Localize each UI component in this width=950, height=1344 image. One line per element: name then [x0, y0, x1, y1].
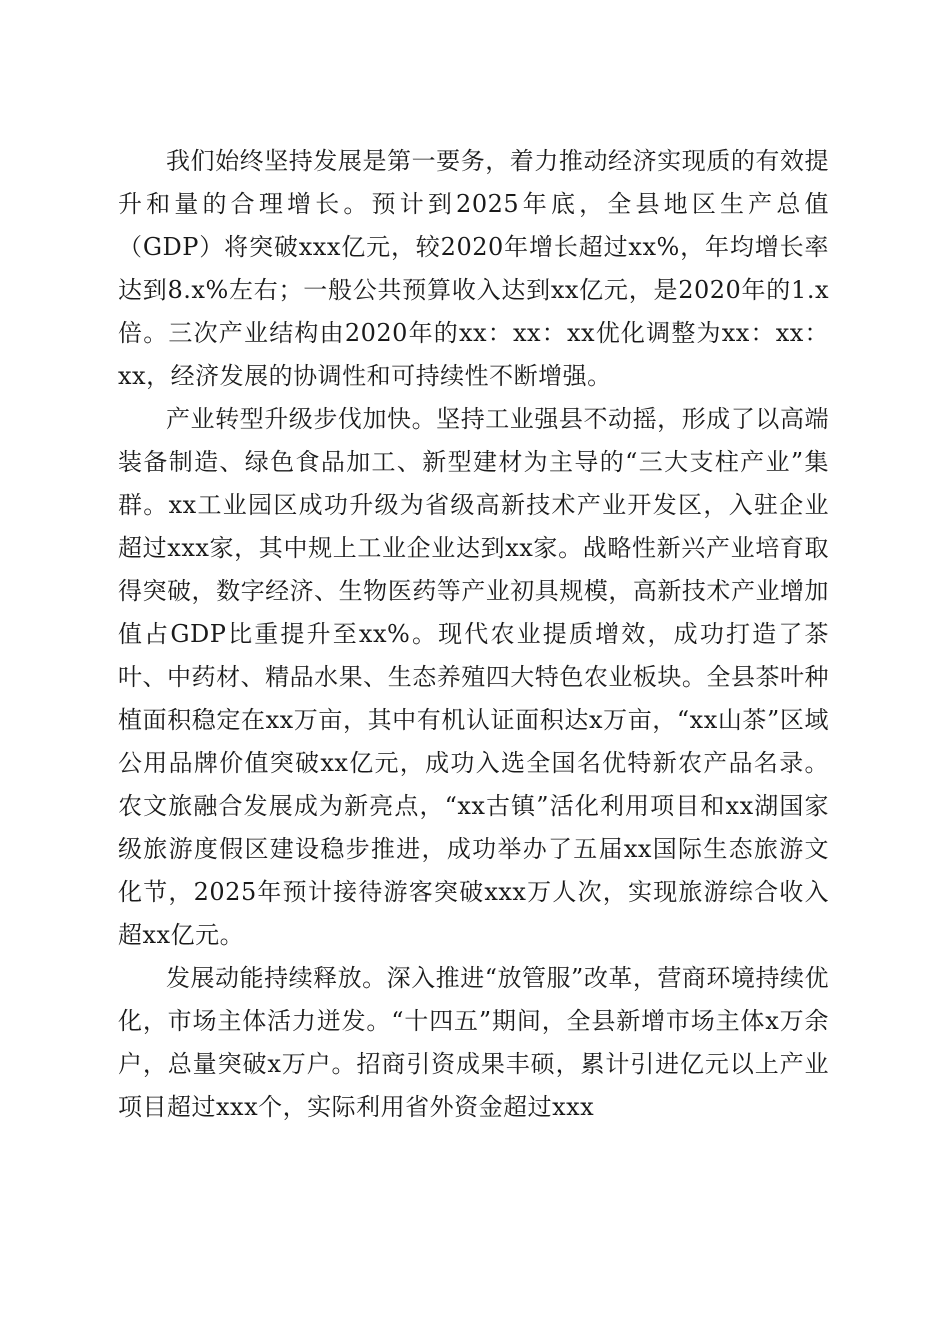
paragraph-development-momentum: 发展动能持续释放。深入推进“放管服”改革，营商环境持续优化，市场主体活力迸发。“十四五”期间，全县新增市场主体x万余户，总量突破x万户。招商引资成果丰硕，累计引进亿元以上产业项目超过xxx个，实际利用省外资金超过xxx: [118, 964, 829, 1121]
paragraph-industrial-upgrade: 产业转型升级步伐加快。坚持工业强县不动摇，形成了以高端装备制造、绿色食品加工、新型建材为主导的“三大支柱产业”集群。xx工业园区成功升级为省级高新技术产业开发区，入驻企业超过xxx家，其中规上工业企业达到xx家。战略性新兴产业培育取得突破，数字经济、生物医药等产业初具规模，高新技术产业增加值占GDP比重提升至xx%。现代农业提质增效，成功打造了茶叶、中药材、精品水果、生态养殖四大特色农业板块。全县茶叶种植面积稳定在xx万亩，其中有机认证面积达x万亩，“xx山茶”区域公用品牌价值突破xx亿元，成功入选全国名优特新农产品名录。农文旅融合发展成为新亮点，“xx古镇”活化利用项目和xx湖国家级旅游度假区建设稳步推进，成功举办了五届xx国际生态旅游文化节，2025年预计接待游客突破xxx万人次，实现旅游综合收入超xx亿元。: [118, 405, 829, 949]
paragraph-economic-growth: 我们始终坚持发展是第一要务，着力推动经济实现质的有效提升和量的合理增长。预计到2025年底，全县地区生产总值（GDP）将突破xxx亿元，较2020年增长超过xx%，年均增长率达到8.x%左右；一般公共预算收入达到xx亿元，是2020年的1.x倍。三次产业结构由2020年的xx：xx：xx优化调整为xx：xx：xx，经济发展的协调性和可持续性不断增强。: [118, 147, 829, 390]
